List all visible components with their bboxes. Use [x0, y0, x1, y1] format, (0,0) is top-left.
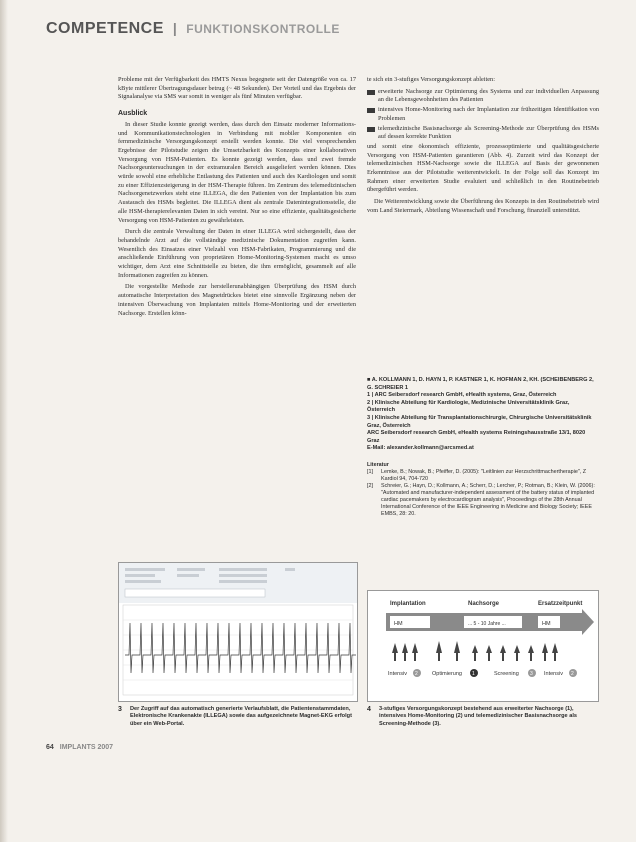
- list-item: intensives Home-Monitoring nach der Implantation zur frühzeitigen Identifikation von Problemen: [367, 106, 599, 123]
- paragraph: Die vorgestellte Methode zur herstellerunabhängigen Überprüfung des HSM durch automatische Interpretation des Magnetdrückes bietet eine sinnvolle Ergänzung neben der intensiven Überwachung von Implantaten mittels Home-Monitoring und der erweiterten Nachsorge. Erstellen könn-: [118, 283, 356, 317]
- svg-text:2: 2: [415, 671, 418, 677]
- affiliation: 3 | Klinische Abteilung für Transplantationschirurgie, Chirurgische Universitätsklinik Graz, Österreich: [367, 414, 592, 429]
- bullet-square-icon: [367, 90, 375, 95]
- text-column-right: [367, 76, 599, 219]
- text-column-left: [118, 76, 356, 321]
- label-ersatzzeitpunkt: Ersatzzeitpunkt: [538, 601, 583, 607]
- label-range: ... 5 - 10 Jahre ...: [468, 621, 506, 627]
- page-binding-shadow: [0, 0, 8, 842]
- figure-4-concept-diagram: [367, 590, 599, 702]
- list-item: erweiterte Nachsorge zur Optimierung des Systems und zur individuellen Anpassung an die Lebensgewohnheiten des Patienten: [367, 88, 599, 105]
- header-competence: COMPETENCE: [46, 20, 164, 37]
- paragraph: und somit eine ökonomisch effiziente, prozessoptimierte und qualitätsgesicherte Versorgung von HSM-Patienten garantieren (Abb. 4). Zurzeit wird das Konzept der telemedizinischen HSM-Nachsorge sowie die ILLEGA auf Basis der gewonnenen Erkenntnisse aus der Pilotstudie weiterentwickelt. In der Folge soll das Konzept im Rahmen einer erweiterten Studie evaluiert und schließlich in den Routinebetrieb übergeführt werden.: [367, 142, 599, 194]
- label-intensiv: Intensiv: [388, 671, 407, 677]
- paragraph: Durch die zentrale Verwaltung der Daten in einer ILLEGA wird sichergestellt, dass der behandelnde Arzt auf die vollständige medizinische Dokumentation zugreifen kann. Wesentlich des Einsatzes einer Vielzahl von HSM-Fabrikaten, Programmierung und die anschließende Einführung von proprietären Home-Monitoring-Systemen macht es umso wichtiger, dem Arzt eine Schnittstelle zu bieten, die ihm ermöglicht, gesammelt auf alle Informationen zugreifen zu können.: [118, 228, 356, 279]
- label-hm: HM: [394, 621, 403, 627]
- svg-text:2: 2: [571, 671, 574, 677]
- figure-3-caption: 3 Der Zugriff auf das automatisch generierte Verlaufsblatt, die Patientenstammdaten, Elektronische Krankenakte (ILLEGA) sowie das aufgezeichnete Magnet-EKG erfolgt über ein Web-Portal.: [118, 706, 352, 727]
- label-hm-2: HM: [542, 621, 551, 627]
- figure-number: 3: [118, 706, 122, 713]
- reference-item: [1] Lemke, B.; Nowak, B.; Pfeiffer, D. (2005): "Leitlinien zur Herzschrittmachertherapie", Z Kardiol 94, 704-720: [367, 469, 587, 482]
- references: [367, 462, 597, 518]
- reference-item: [2] Schreier, G.; Hayn, D.; Kollmann, A.; Scherr, D.; Lercher, P.; Rotman, B.; Klein, W. (2006): "Automated and manufacturer-independent assessment of the battery status of implanted cardiac pacemakers by electrocardiogram analysis", Proceedings of the 28th Annual International Conference of the IEEE Engineering in Medicine and Biology Society; IEEE EMBS, 28: 20.: [367, 483, 595, 517]
- header-separator: |: [172, 20, 178, 36]
- label-screening: Screening: [494, 671, 519, 677]
- list-item: telemedizinische Basisnachsorge als Screening-Methode zur Überprüfung des HSMs auf dessen korrekte Funktion: [367, 125, 599, 142]
- author-names: ■ A. KOLLMANN 1, D. HAYN 1, P. KASTNER 1, K. HOFMAN 2, KH. (SCHEIBENBERG 2, G. SCHREIER 1: [367, 377, 594, 391]
- journal-name: IMPLANTS 2007: [59, 744, 114, 751]
- arrow-icons: [392, 641, 558, 661]
- concept-diagram: [368, 591, 598, 701]
- bullet-square-icon: [367, 127, 375, 132]
- svg-text:1: 1: [472, 671, 475, 677]
- label-optimierung: Optimierung: [432, 671, 462, 677]
- address: ARC Seibersdorf research GmbH, eHealth systems Reiningshausstraße 13/1, 8020 Graz: [367, 430, 586, 444]
- paragraph: te sich ein 3-stufiges Versorgungskonzept ableiten:: [367, 76, 495, 83]
- page-footer: [46, 744, 113, 751]
- label-intensiv-2: Intensiv: [544, 671, 563, 677]
- bullet-square-icon: [367, 108, 375, 113]
- affiliation: 1 | ARC Seibersdorf research GmbH, eHealth systems, Graz, Österreich: [367, 392, 557, 399]
- label-implantation: Implantation: [390, 601, 426, 607]
- paragraph: In dieser Studie konnte gezeigt werden, dass durch den Einsatz moderner Informations- und Kommunikationstechnologien in Verbindung mit mobiler Komponenten ein fernmedizinische Versorgungskonzept erstellt werden konnte. Die viel versprechenden Ergebnisse der Pilotstudie zeigen die Umsetzbarkeit des Konzepts einer kollaborativen Versorgung von HSM-Patienten. Es konnte gezeigt werden, dass und zwei fremde Nachsorgeuntersuchungen in der extramuralen Bereich ausgeliefert werden können. Dies würde sowohl eine erhebliche Entlastung des Patienten und auch des Kardiologen und somit zu einer Effizienzsteigerung in der HSM-Therapie führen. Im Zentrum des telemedizinischen Nachsorgenetzwerkes steht eine ILLEGA, die den Patienten von der Implantation bis zum Austausch des HSMs begleitet. Die ILLEGA dient als zentrale Datenintegrationsstelle, die alle HSM-therapierelevanten Daten in sich vereint. Nur so eine effiziente, qualitätsgesicherte Versorgung von HSM-Patienten zu gewährleisten.: [118, 120, 356, 224]
- paragraph: Probleme mit der Verfügbarkeit des HMTS Nexus begegnete seit der Datengröße von ca. 17 kByte mittlerer Übertragungsdauer betrug (~ 48 Sekunden). Der Vorteil und das Ergebnis der Signalanalyse via SMS war somit in weniger als fünf Minuten verfügbar.: [118, 76, 356, 101]
- email: E-Mail: alexander.kollmann@arcsmed.at: [367, 445, 474, 452]
- affiliation: 2 | Klinische Abteilung für Kardiologie, Medizinische Universitätsklinik Graz, Österreich: [367, 399, 570, 414]
- references-title: Literatur: [367, 462, 389, 468]
- paragraph: Die Weiterentwicklung sowie die Überführung des Konzepts in den Routinebetrieb wird vom Land Steiermark, Abteilung Wissenschaft und Forschung, finanziell unterstützt.: [367, 198, 599, 214]
- header-section: FUNKTIONSKONTROLLE: [186, 22, 340, 36]
- author-block: [367, 377, 597, 453]
- figure-3-web-portal: [118, 562, 358, 702]
- label-nachsorge: Nachsorge: [468, 601, 500, 607]
- svg-text:3: 3: [530, 671, 533, 677]
- page-number: 64: [46, 744, 54, 751]
- page-header: [46, 20, 340, 38]
- figure-number: 4: [367, 706, 371, 713]
- figure-4-caption: 4 3-stufiges Versorgungskonzept bestehend aus erweiterter Nachsorge (1), intensives Home-Monitoring (2) und telemedizinischer Basisnachsorge als Screening-Methode (3).: [367, 706, 578, 727]
- ecg-screenshot: [119, 563, 357, 701]
- heading-ausblick: Ausblick: [118, 110, 148, 118]
